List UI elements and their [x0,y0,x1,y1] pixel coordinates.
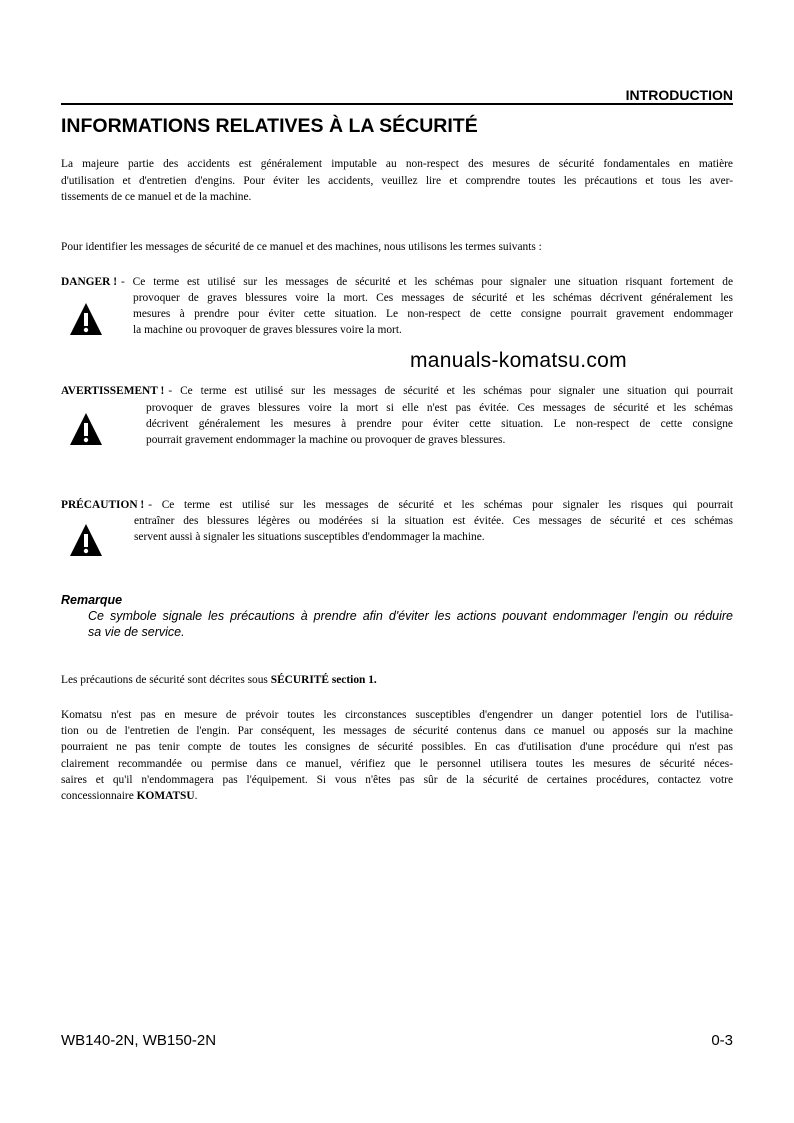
reference-section: SÉCURITÉ section 1. [270,674,377,686]
danger-line: mesures à prendre pour éviter cette situation. Le non-respect de cette consigne pourrait gravement endommager [133,308,733,320]
komatsu-line: tion ou de l'entretien de l'engin. Par conséquent, les messages de sécurité contenus dans ce manuel ou apposés sur la machine [61,725,733,737]
warning-line: - Ce terme est utilisé sur les messages de sécurité et les schémas pour signaler une situation qui pourrait [168,385,733,397]
remark-line: sa vie de service. [88,625,185,639]
komatsu-line: pourraient ne pas tenir compte de toutes les consignes de sécurité possibles. En cas d'utilisation d'une procédure qui n'est pas [61,741,733,753]
warning-label-text: AVERTISSEMENT ! [61,385,165,397]
komatsu-line: Komatsu n'est pas en mesure de prévoir toutes les circonstances susceptibles d'engendrer un danger potentiel lors de l'utilisa- [61,709,733,721]
caution-line: servent aussi à signaler les situations susceptibles d'endommager la machine. [134,531,485,543]
danger-first-row [61,274,733,290]
warning-line: pourrait gravement endommager la machine ou provoquer de graves blessures. [146,434,506,446]
komatsu-period: . [194,790,198,802]
footer-page-number: 0-3 [711,1032,733,1049]
header-rule [61,103,733,105]
warning-triangle-icon [69,302,103,336]
intro-line: La majeure partie des accidents est généralement imputable au non-respect des mesures de sécurité fondamentales en matière [61,158,733,170]
intro-line: d'utilisation et d'entretien d'engins. Pour éviter les accidents, veuillez lire et comprendre toutes les précautions et tous les aver- [61,175,733,187]
komatsu-line [61,788,197,804]
reference-line [61,672,377,688]
caution-label-text: PRÉCAUTION ! [61,499,145,511]
footer-model: WB140-2N, WB150-2N [61,1032,217,1049]
watermark: manuals-komatsu.com [410,349,627,372]
warning-triangle-icon [69,412,103,446]
komatsu-line: clairement recommandée ou permise dans ce manuel, vérifiez que le personnel utilisera toutes les mesures de sécurité néces- [61,758,733,770]
reference-text: Les précautions de sécurité sont décrites sous [61,674,268,686]
komatsu-text: concessionnaire [61,790,134,802]
section-header: INTRODUCTION [625,87,733,103]
intro-line: tissements de ce manuel et de la machine. [61,191,252,203]
danger-label-text: DANGER ! [61,276,118,288]
danger-line: - Ce terme est utilisé sur les messages de sécurité et les schémas pour signaler une situation risquant fortement de [121,276,733,288]
warning-first-row [61,383,733,399]
warning-line: décrivent généralement les mesures à prendre pour éviter cette situation. Le non-respect de cette consigne [146,418,733,430]
danger-line: provoquer de graves blessures voire la mort. Ces messages de sécurité et les schémas décrivent généralement les [133,292,733,304]
remark-line: Ce symbole signale les précautions à prendre afin d'éviter les actions pouvant endommager l'engin ou réduire [88,609,733,623]
caution-first-row [61,497,733,513]
komatsu-line: saires et qu'il n'endommagera pas l'équipement. Si vous n'êtes pas sûr de la sécurité de certaines procédures, contactez votre [61,774,733,786]
warning-triangle-icon [69,523,103,557]
danger-line: la machine ou provoquer de graves blessures voire la mort. [133,324,402,336]
caution-line: - Ce terme est utilisé sur les messages de sécurité et les schémas pour signaler les risques qui pourrait [148,499,733,511]
terms-intro: Pour identifier les messages de sécurité de ce manuel et des machines, nous utilisons les termes suivants : [61,241,542,253]
warning-line: provoquer de graves blessures voire la mort si elle n'est pas évitée. Ces messages de sécurité et les schémas [146,402,733,414]
page-title: INFORMATIONS RELATIVES À LA SÉCURITÉ [61,115,478,137]
komatsu-brand: KOMATSU [136,790,195,802]
remark-title: Remarque [61,593,123,607]
caution-line: entraîner des blessures légères ou modérées si la situation est évitée. Ces messages de sécurité et ces schémas [134,515,733,527]
